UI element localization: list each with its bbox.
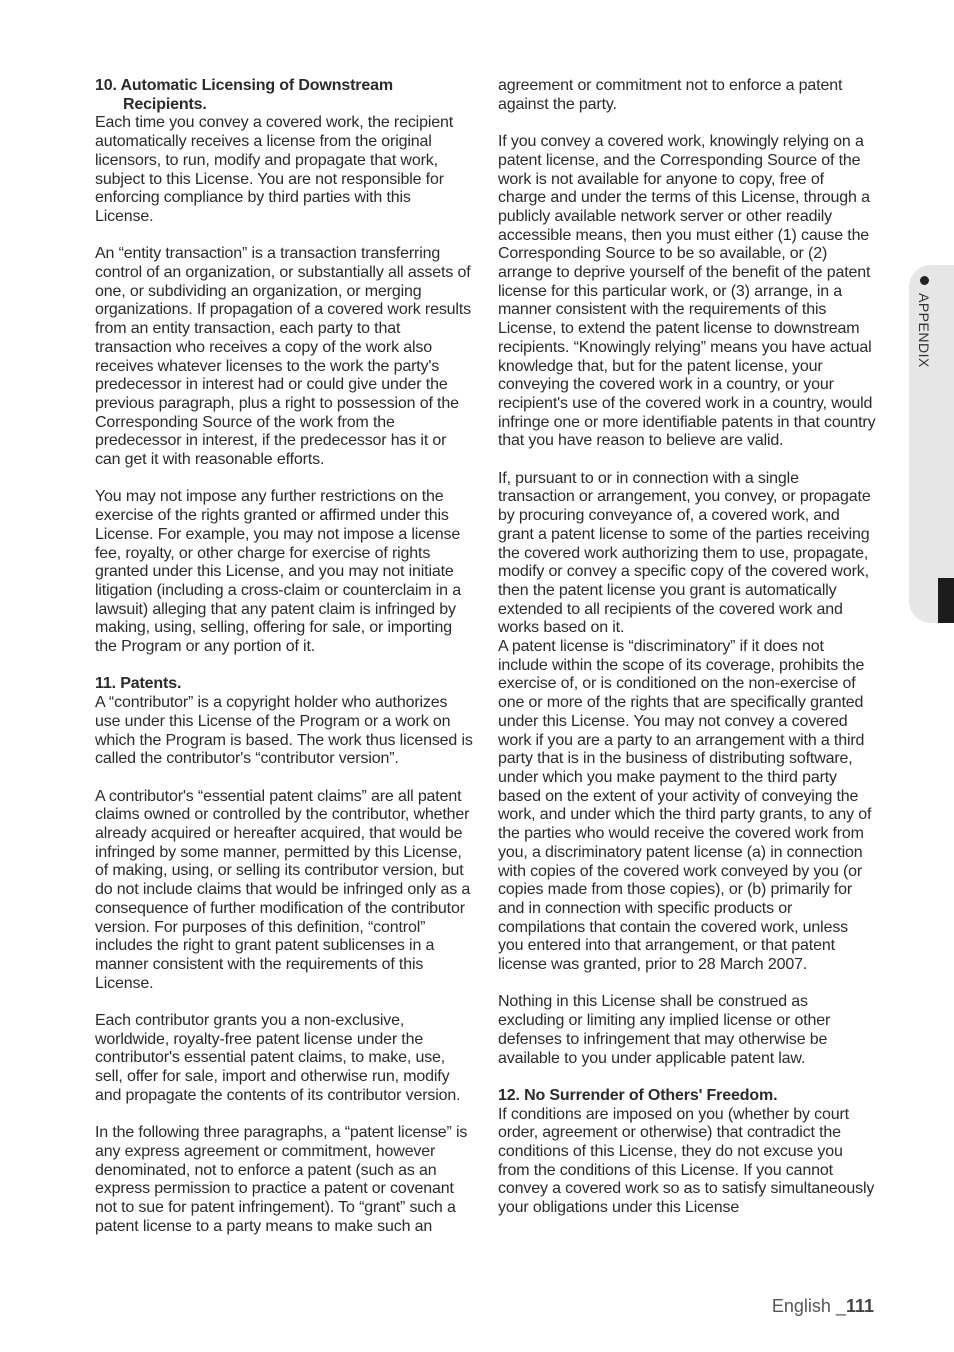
right-column [498, 77, 876, 1237]
appendix-label-text: APPENDIX [916, 293, 932, 368]
paragraph: Nothing in this License shall be construed as excluding or limiting any implied license or other defenses to infringement that may otherwise be available to you under applicable patent law. [498, 993, 831, 1067]
side-tab-marker [938, 578, 954, 623]
paragraph: You may not impose any further restrictions on the exercise of the rights granted or affirmed under this License. For example, you may not impose a license fee, royalty, or other charge for exercise of rights granted under this License, and you may not initiate litigation (including a cross-claim or counterclaim in a lawsuit) alleging that any patent claim is infringed by making, using, selling, offering for sale, or importing the Program or any portion of it. [95, 488, 461, 656]
paragraph: A “contributor” is a copyright holder who authorizes use under this License of the Program or a work on which the Program is based. The work thus licensed is called the contributor's “contributor version”. [95, 694, 473, 768]
bullet-dot-icon [920, 276, 929, 285]
paragraph: In the following three paragraphs, a “patent license” is any express agreement or commitment, however denominated, not to enforce a patent (such as an express permission to practice a patent or covenant not to sue for patent infringement). To “grant” such a patent license to a party means to make such an [95, 1124, 468, 1235]
section-10-heading [95, 77, 473, 114]
section-12-heading: 12. No Surrender of Others' Freedom. [498, 1086, 778, 1104]
paragraph: A patent license is “discriminatory” if it does not include within the scope of its coverage, prohibits the exercise of, or is conditioned on the non-exercise of one or more of the rights that are specifically granted under this License. You may not convey a covered work if you are a party to an arrangement with a third party that is in the business of distributing software, under which you make payment to the third party based on the extent of your activity of conveying the work, and under which the third party grants, to any of the parties who would receive the covered work from you, a discriminatory patent license (a) in connection with copies of the covered work conveyed by you (or copies made from those copies), or (b) primarily for and in connection with specific products or compilations that contain the covered work, unless you entered into that arrangement, or that patent license was granted, prior to 28 March 2007. [498, 638, 872, 974]
section-10-heading-line1: 10. Automatic Licensing of Downstream [95, 77, 393, 94]
section-11-heading: 11. Patents. [95, 675, 182, 693]
appendix-label [916, 276, 932, 368]
paragraph: agreement or commitment not to enforce a patent against the party. [498, 77, 843, 113]
paragraph: Each time you convey a covered work, the recipient automatically receives a license from the original licensors, to run, modify and propagate that work, subject to this License. You are not responsible for enforcing compliance by third parties with this License. [95, 114, 454, 225]
paragraph: A contributor's “essential patent claims” are all patent claims owned or controlled by the contributor, whether already acquired or hereafter acquired, that would be infringed by some manner, permitted by this License, of making, using, or selling its contributor version, but do not include claims that would be infringed only as a consequence of further modification of the contributor version. For purposes of this definition, “control” includes the right to grant patent sublicenses in a manner consistent with the requirements of this License. [95, 787, 471, 992]
footer-page: 111 [845, 1296, 874, 1316]
paragraph: An “entity transaction” is a transaction transferring control of an organization, or substantially all assets of one, or subdividing an organization, or merging organizations. If propagation of a covered work results from an entity transaction, each party to that transaction who receives a copy of the work also receives whatever licenses to the work the party's predecessor in interest had or could give under the previous paragraph, plus a right to possession of the Corresponding Source of the work from the predecessor in interest, if the predecessor has it or can get it with reasonable efforts. [95, 245, 471, 469]
left-column [95, 77, 473, 1255]
paragraph: Each contributor grants you a non-exclusive, worldwide, royalty-free patent license under the contributor's essential patent claims, to make, use, sell, offer for sale, import and otherwise run, modify and propagate the contents of its contributor version. [95, 1012, 461, 1104]
page-number [772, 1296, 874, 1317]
paragraph: If conditions are imposed on you (whether by court order, agreement or otherwise) that contradict the conditions of this License, they do not excuse you from the conditions of this License. If you cannot convey a covered work so as to satisfy simultaneously your obligations under this License [498, 1105, 875, 1217]
paragraph: If, pursuant to or in connection with a single transaction or arrangement, you convey, or propagate by procuring conveyance of, a covered work, and grant a patent license to some of the parties receiving the covered work authorizing them to use, propagate, modify or convey a specific copy of the covered work, then the patent license you grant is automatically extended to all recipients of the covered work and works based on it. [498, 469, 871, 637]
paragraph: If you convey a covered work, knowingly relying on a patent license, and the Corresponding Source of the work is not available for anyone to copy, free of charge and under the terms of this License, through a publicly available network server or other readily accessible means, then you must either (1) cause the Corresponding Source to be so available, or (2) arrange to deprive yourself of the benefit of the patent license for this particular work, or (3) arrange, in a manner consistent with the requirements of this License, to extend the patent license to downstream recipients. “Knowingly relying” means you have actual knowledge that, but for the patent license, your conveying the covered work in a country, or your recipient's use of the covered work in a country, would infringe one or more identifiable patents in that country that you have reason to believe are valid. [498, 133, 876, 450]
section-10-heading-line2: Recipients. [123, 95, 207, 113]
footer-language: English _ [771, 1296, 846, 1316]
